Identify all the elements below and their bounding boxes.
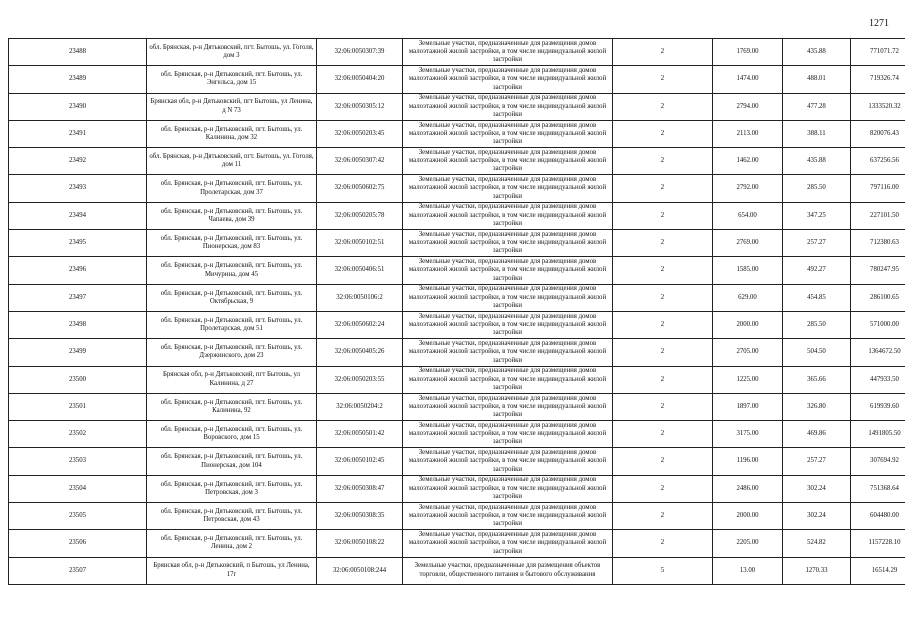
- table-row: [9, 257, 905, 284]
- row-id-cell: 23505: [9, 503, 147, 530]
- cadastral-value-cell: 619939.60: [851, 393, 905, 420]
- specific-value-cell: 302.24: [783, 503, 851, 530]
- row-id-cell: 23504: [9, 475, 147, 502]
- area-cell: 1897.00: [713, 393, 783, 420]
- group-cell: 2: [613, 475, 713, 502]
- land-use-type-cell: Земельные участки, предназначенные для размещения домов малоэтажной жилой застройки, в том числе индивидуальной жилой застройки: [403, 421, 613, 448]
- row-id-cell: 23490: [9, 93, 147, 120]
- table-row: [9, 93, 905, 120]
- address-cell: обл. Брянская, р-н Дятьковский, пгт. Бытошь, ул. Энгельса, дом 15: [147, 66, 317, 93]
- area-cell: 2792.00: [713, 175, 783, 202]
- area-cell: 1769.00: [713, 39, 783, 66]
- land-use-type-cell: Земельные участки, предназначенные для размещения домов малоэтажной жилой застройки, в том числе индивидуальной жилой застройки: [403, 230, 613, 257]
- area-cell: 1196.00: [713, 448, 783, 475]
- group-cell: 5: [613, 557, 713, 584]
- land-use-type-cell: Земельные участки, предназначенные для размещения домов малоэтажной жилой застройки, в том числе индивидуальной жилой застройки: [403, 530, 613, 557]
- table-row: [9, 66, 905, 93]
- group-cell: 2: [613, 202, 713, 229]
- area-cell: 654.00: [713, 202, 783, 229]
- cadastral-value-cell: 751368.64: [851, 475, 905, 502]
- cadastral-value-cell: 286100.65: [851, 284, 905, 311]
- specific-value-cell: 504.50: [783, 339, 851, 366]
- group-cell: 2: [613, 366, 713, 393]
- address-cell: обл. Брянская, р-н Дятьковский, пгт. Бытошь, ул. Петровская, дом 43: [147, 503, 317, 530]
- group-cell: 2: [613, 120, 713, 147]
- cadastral-value-cell: 447933.50: [851, 366, 905, 393]
- row-id-cell: 23500: [9, 366, 147, 393]
- cadastral-number-cell: 32:06:0050404:20: [317, 66, 403, 93]
- table-row: [9, 557, 905, 584]
- area-cell: 629.00: [713, 284, 783, 311]
- area-cell: 2000.00: [713, 311, 783, 338]
- group-cell: 2: [613, 66, 713, 93]
- address-cell: Брянская обл, р-н Дятьковский, пгт Бытошь, ул Ленина, д N 73: [147, 93, 317, 120]
- address-cell: обл. Брянская, р-н Дятьковский, пгт. Бытошь, ул. Пионерская, дом 83: [147, 230, 317, 257]
- group-cell: 2: [613, 530, 713, 557]
- specific-value-cell: 435.88: [783, 148, 851, 175]
- cadastral-value-cell: 307694.92: [851, 448, 905, 475]
- address-cell: обл. Брянская, р-н Дятьковский, пгт. Бытошь, ул. Петровская, дом 3: [147, 475, 317, 502]
- cadastral-value-cell: 227101.50: [851, 202, 905, 229]
- land-use-type-cell: Земельные участки, предназначенные для размещения домов малоэтажной жилой застройки, в том числе индивидуальной жилой застройки: [403, 448, 613, 475]
- group-cell: 2: [613, 448, 713, 475]
- cadastral-number-cell: 32:06:0050205:78: [317, 202, 403, 229]
- address-cell: обл. Брянская, р-н Дятьковский, пгт. Бытошь, ул. Гоголя, дом 3: [147, 39, 317, 66]
- row-id-cell: 23502: [9, 421, 147, 448]
- area-cell: 1225.00: [713, 366, 783, 393]
- table-row: [9, 503, 905, 530]
- area-cell: 1585.00: [713, 257, 783, 284]
- address-cell: обл. Брянская, р-н Дятьковский, пгт. Бытошь, ул. Ленина, дом 2: [147, 530, 317, 557]
- group-cell: 2: [613, 339, 713, 366]
- address-cell: обл. Брянская, р-н Дятьковский, пгт. Бытошь, ул. Воровского, дом 15: [147, 421, 317, 448]
- row-id-cell: 23501: [9, 393, 147, 420]
- specific-value-cell: 326.80: [783, 393, 851, 420]
- cadastral-number-cell: 32:06:0050602:24: [317, 311, 403, 338]
- land-use-type-cell: Земельные участки, предназначенные для размещения домов малоэтажной жилой застройки, в том числе индивидуальной жилой застройки: [403, 311, 613, 338]
- group-cell: 2: [613, 393, 713, 420]
- row-id-cell: 23507: [9, 557, 147, 584]
- specific-value-cell: 469.86: [783, 421, 851, 448]
- land-use-type-cell: Земельные участки, предназначенные для размещения домов малоэтажной жилой застройки, в том числе индивидуальной жилой застройки: [403, 66, 613, 93]
- group-cell: 2: [613, 421, 713, 448]
- table-row: [9, 230, 905, 257]
- row-id-cell: 23494: [9, 202, 147, 229]
- cadastral-number-cell: 32:06:0050203:55: [317, 366, 403, 393]
- specific-value-cell: 285.50: [783, 311, 851, 338]
- address-cell: обл. Брянская, р-н Дятьковский, пгт. Бытошь, ул. Калинина, дом 32: [147, 120, 317, 147]
- specific-value-cell: 488.01: [783, 66, 851, 93]
- land-use-type-cell: Земельные участки, предназначенные для размещения домов малоэтажной жилой застройки, в том числе индивидуальной жилой застройки: [403, 366, 613, 393]
- row-id-cell: 23493: [9, 175, 147, 202]
- address-cell: обл. Брянская, р-н Дятьковский, пгт. Бытошь, ул. Октябрьская, 9: [147, 284, 317, 311]
- specific-value-cell: 365.66: [783, 366, 851, 393]
- address-cell: Брянская обл, р-н Дятьковский, пгт Бытошь, ул Калинина, д 27: [147, 366, 317, 393]
- land-use-type-cell: Земельные участки, предназначенные для размещения домов малоэтажной жилой застройки, в том числе индивидуальной жилой застройки: [403, 202, 613, 229]
- specific-value-cell: 257.27: [783, 448, 851, 475]
- address-cell: обл. Брянская, р-н Дятьковский, пгт. Бытошь, ул. Дзержинского, дом 23: [147, 339, 317, 366]
- area-cell: 3175.00: [713, 421, 783, 448]
- specific-value-cell: 524.82: [783, 530, 851, 557]
- address-cell: обл. Брянская, р-н Дятьковский, пгт. Бытошь, ул. Калинина, 92: [147, 393, 317, 420]
- land-use-type-cell: Земельные участки, предназначенные для размещения домов малоэтажной жилой застройки, в том числе индивидуальной жилой застройки: [403, 475, 613, 502]
- row-id-cell: 23503: [9, 448, 147, 475]
- table-row: [9, 148, 905, 175]
- specific-value-cell: 347.25: [783, 202, 851, 229]
- cadastral-number-cell: 32:06:0050307:39: [317, 39, 403, 66]
- table-row: [9, 448, 905, 475]
- row-id-cell: 23497: [9, 284, 147, 311]
- row-id-cell: 23491: [9, 120, 147, 147]
- table-body: [9, 39, 905, 585]
- land-use-type-cell: Земельные участки, предназначенные для размещения домов малоэтажной жилой застройки, в том числе индивидуальной жилой застройки: [403, 393, 613, 420]
- group-cell: 2: [613, 503, 713, 530]
- cadastral-value-cell: 1157228.10: [851, 530, 905, 557]
- area-cell: 2769.00: [713, 230, 783, 257]
- land-use-type-cell: Земельные участки, предназначенные для размещения домов малоэтажной жилой застройки, в том числе индивидуальной жилой застройки: [403, 339, 613, 366]
- table-row: [9, 366, 905, 393]
- land-use-type-cell: Земельные участки, предназначенные для размещения домов малоэтажной жилой застройки, в том числе индивидуальной жилой застройки: [403, 503, 613, 530]
- page-number: 1271: [869, 18, 889, 29]
- table-row: [9, 175, 905, 202]
- row-id-cell: 23492: [9, 148, 147, 175]
- group-cell: 2: [613, 39, 713, 66]
- area-cell: 1462.00: [713, 148, 783, 175]
- cadastral-number-cell: 32:06:0050102:45: [317, 448, 403, 475]
- table-row: [9, 120, 905, 147]
- cadastral-number-cell: 32:06:0050204:2: [317, 393, 403, 420]
- specific-value-cell: 285.50: [783, 175, 851, 202]
- table-row: [9, 39, 905, 66]
- group-cell: 2: [613, 257, 713, 284]
- cadastral-value-cell: 604480.00: [851, 503, 905, 530]
- table-row: [9, 421, 905, 448]
- specific-value-cell: 492.27: [783, 257, 851, 284]
- cadastral-value-cell: 719326.74: [851, 66, 905, 93]
- area-cell: 2113.00: [713, 120, 783, 147]
- cadastral-number-cell: 32:06:0050406:51: [317, 257, 403, 284]
- area-cell: 1474.00: [713, 66, 783, 93]
- cadastral-value-cell: 712380.63: [851, 230, 905, 257]
- group-cell: 2: [613, 175, 713, 202]
- cadastral-value-cell: 16514.29: [851, 557, 905, 584]
- cadastral-value-cell: 637256.56: [851, 148, 905, 175]
- specific-value-cell: 477.28: [783, 93, 851, 120]
- cadastral-number-cell: 32:06:0050305:12: [317, 93, 403, 120]
- address-cell: обл. Брянская, р-н Дятьковский, пгт. Бытошь, ул. Пионерская, дом 104: [147, 448, 317, 475]
- group-cell: 2: [613, 148, 713, 175]
- cadastral-value-cell: 1333520.32: [851, 93, 905, 120]
- cadastral-number-cell: 32:06:0050308:35: [317, 503, 403, 530]
- cadastral-number-cell: 32:06:0050501:42: [317, 421, 403, 448]
- area-cell: 2705.00: [713, 339, 783, 366]
- specific-value-cell: 435.88: [783, 39, 851, 66]
- land-use-type-cell: Земельные участки, предназначенные для размещения домов малоэтажной жилой застройки, в том числе индивидуальной жилой застройки: [403, 120, 613, 147]
- address-cell: обл. Брянская, р-н Дятьковский, пгт. Бытошь, ул. Чапаева, дом 39: [147, 202, 317, 229]
- land-use-type-cell: Земельные участки, предназначенные для размещения домов малоэтажной жилой застройки, в том числе индивидуальной жилой застройки: [403, 257, 613, 284]
- table-row: [9, 475, 905, 502]
- cadastral-number-cell: 32:06:0050108:244: [317, 557, 403, 584]
- land-use-type-cell: Земельные участки, предназначенные для размещения домов малоэтажной жилой застройки, в том числе индивидуальной жилой застройки: [403, 175, 613, 202]
- row-id-cell: 23489: [9, 66, 147, 93]
- table-row: [9, 284, 905, 311]
- row-id-cell: 23498: [9, 311, 147, 338]
- group-cell: 2: [613, 93, 713, 120]
- row-id-cell: 23499: [9, 339, 147, 366]
- area-cell: 2000.00: [713, 503, 783, 530]
- cadastral-value-cell: 780247.95: [851, 257, 905, 284]
- group-cell: 2: [613, 230, 713, 257]
- specific-value-cell: 302.24: [783, 475, 851, 502]
- cadastral-number-cell: 32:06:0050307:42: [317, 148, 403, 175]
- row-id-cell: 23496: [9, 257, 147, 284]
- area-cell: 13.00: [713, 557, 783, 584]
- specific-value-cell: 1270.33: [783, 557, 851, 584]
- cadastral-number-cell: 32:06:0050405:26: [317, 339, 403, 366]
- land-use-type-cell: Земельные участки, предназначенные для размещения домов малоэтажной жилой застройки, в том числе индивидуальной жилой застройки: [403, 148, 613, 175]
- table-row: [9, 202, 905, 229]
- land-use-type-cell: Земельные участки, предназначенные для размещения домов малоэтажной жилой застройки, в том числе индивидуальной жилой застройки: [403, 284, 613, 311]
- cadastral-value-table: [8, 38, 905, 585]
- cadastral-number-cell: 32:06:0050102:51: [317, 230, 403, 257]
- area-cell: 2794.00: [713, 93, 783, 120]
- row-id-cell: 23506: [9, 530, 147, 557]
- table-row: [9, 393, 905, 420]
- specific-value-cell: 454.85: [783, 284, 851, 311]
- land-use-type-cell: Земельные участки, предназначенные для размещения домов малоэтажной жилой застройки, в том числе индивидуальной жилой застройки: [403, 93, 613, 120]
- table-row: [9, 530, 905, 557]
- cadastral-value-cell: 797116.00: [851, 175, 905, 202]
- address-cell: обл. Брянская, р-н Дятьковский, пгт. Бытошь, ул. Пролетарская, дом 51: [147, 311, 317, 338]
- address-cell: обл. Брянская, р-н Дятьковский, пгт. Бытошь, ул. Гоголя, дом 11: [147, 148, 317, 175]
- specific-value-cell: 388.11: [783, 120, 851, 147]
- cadastral-value-cell: 571000.00: [851, 311, 905, 338]
- area-cell: 2205.00: [713, 530, 783, 557]
- cadastral-number-cell: 32:06:0050203:45: [317, 120, 403, 147]
- cadastral-number-cell: 32:06:0050106:2: [317, 284, 403, 311]
- cadastral-value-cell: 771071.72: [851, 39, 905, 66]
- land-use-type-cell: Земельные участки, предназначенные для размещения объектов торговли, общественного питания и бытового обслуживания: [403, 557, 613, 584]
- cadastral-value-cell: 820076.43: [851, 120, 905, 147]
- group-cell: 2: [613, 311, 713, 338]
- address-cell: Брянская обл, р-н Дятьковский, п Бытошь, ул Ленина, 17г: [147, 557, 317, 584]
- cadastral-number-cell: 32:06:0050308:47: [317, 475, 403, 502]
- address-cell: обл. Брянская, р-н Дятьковский, пгт. Бытошь, ул. Мичурина, дом 45: [147, 257, 317, 284]
- group-cell: 2: [613, 284, 713, 311]
- cadastral-value-cell: 1491805.50: [851, 421, 905, 448]
- table-row: [9, 339, 905, 366]
- cadastral-number-cell: 32:06:0050602:75: [317, 175, 403, 202]
- area-cell: 2486.00: [713, 475, 783, 502]
- address-cell: обл. Брянская, р-н Дятьковский, пгт. Бытошь, ул. Пролетарская, дом 37: [147, 175, 317, 202]
- table-row: [9, 311, 905, 338]
- cadastral-value-cell: 1364672.50: [851, 339, 905, 366]
- specific-value-cell: 257.27: [783, 230, 851, 257]
- row-id-cell: 23495: [9, 230, 147, 257]
- cadastral-number-cell: 32:06:0050108:22: [317, 530, 403, 557]
- row-id-cell: 23488: [9, 39, 147, 66]
- land-use-type-cell: Земельные участки, предназначенные для размещения домов малоэтажной жилой застройки, в том числе индивидуальной жилой застройки: [403, 39, 613, 66]
